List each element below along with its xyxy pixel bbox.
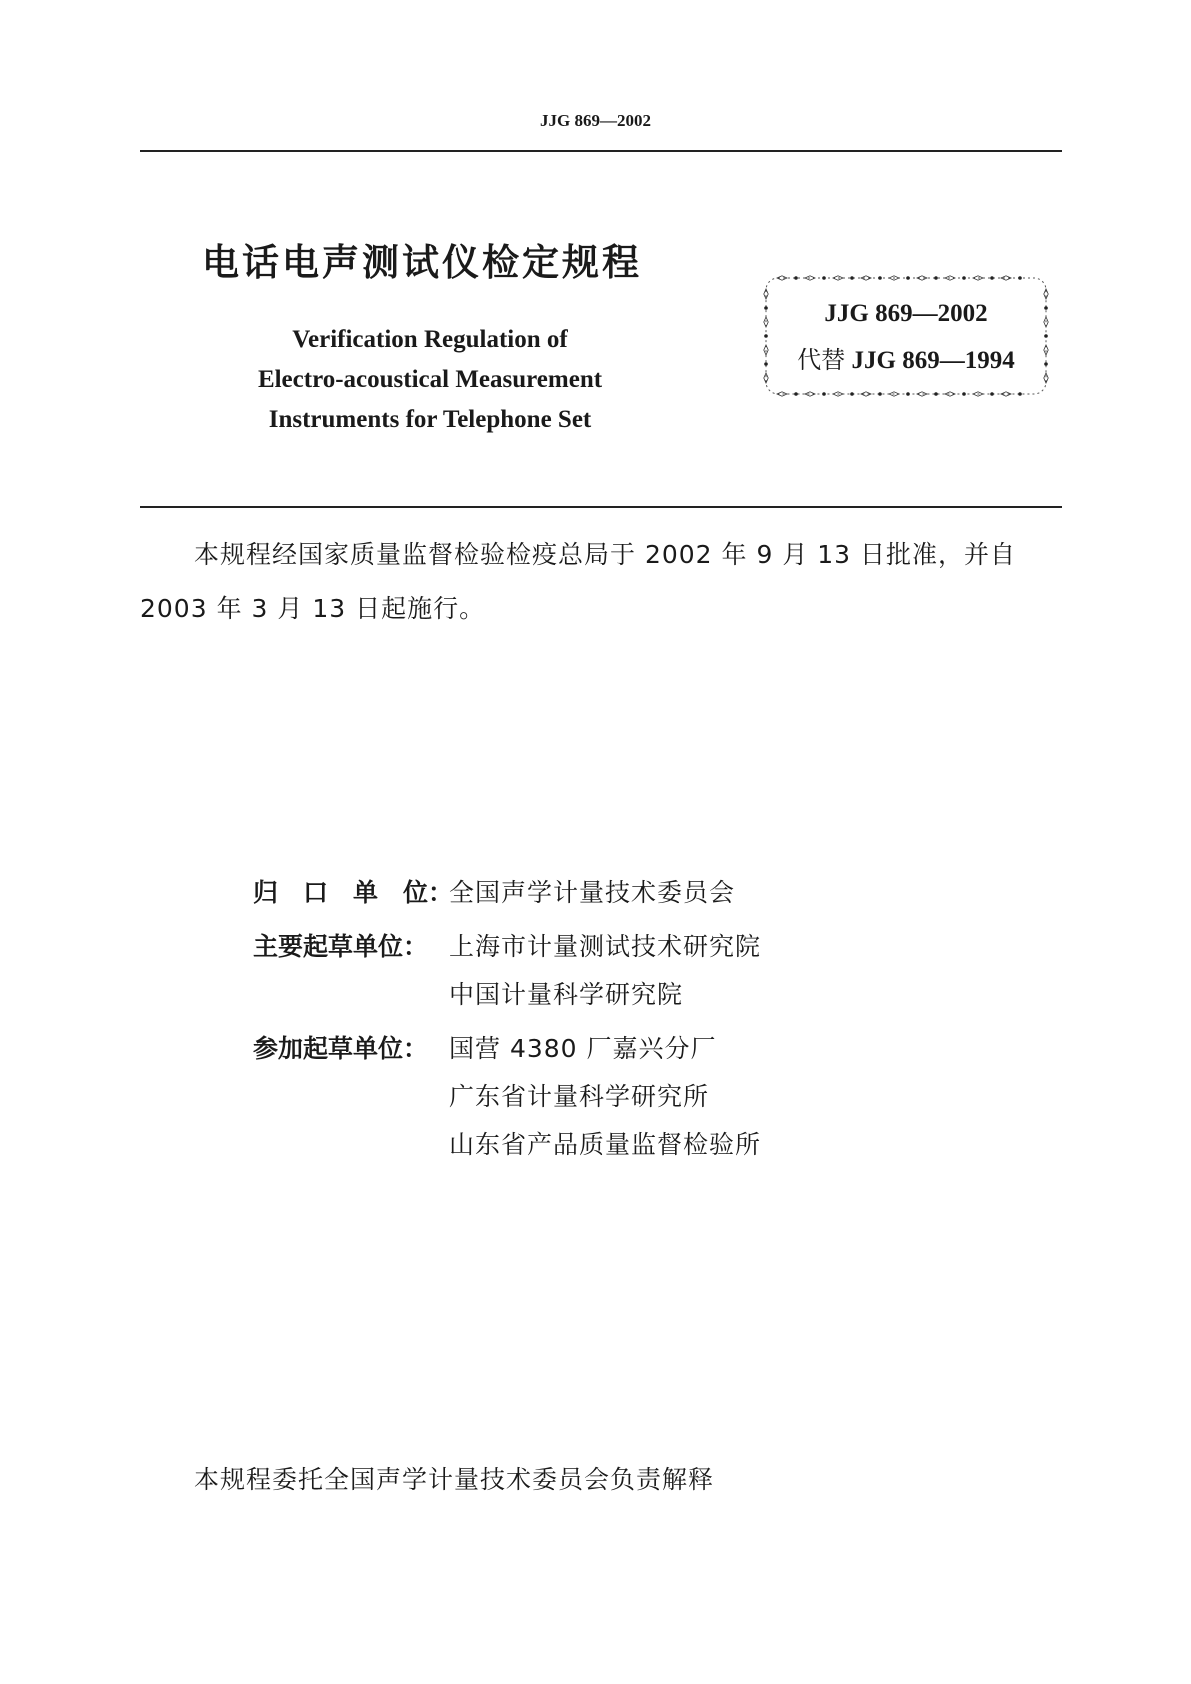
decorative-border <box>760 272 1052 400</box>
responsible-unit-label: 归 口 单 位： <box>253 878 454 907</box>
title-english <box>230 320 630 440</box>
main-drafter: 中国计量科学研究院 <box>449 980 684 1009</box>
running-header: JJG 869—2002 <box>540 111 651 130</box>
section-rule <box>140 506 1062 508</box>
participating-drafter: 广东省计量科学研究所 <box>449 1082 710 1111</box>
title-english-line: Instruments for Telephone Set <box>268 406 592 433</box>
title-english-line: Verification Regulation of <box>292 326 568 353</box>
approval-statement: 本规程经国家质量监督检验检疫总局于 2002 年 9 月 13 日批准，并自 2003 年 3 月 13 日起施行。 <box>140 540 1017 623</box>
main-drafter: 上海市计量测试技术研究院 <box>449 932 762 961</box>
title-english-line: Electro-acoustical Measurement <box>257 366 603 393</box>
standard-code: JJG 869—2002 <box>824 300 988 327</box>
replaces-prefix: 代替 <box>797 346 846 374</box>
participating-drafter: 国营 4380 厂嘉兴分厂 <box>449 1034 717 1063</box>
title-chinese: 电话电声测试仪检定规程 <box>202 241 642 284</box>
interpretation-note: 本规程委托全国声学计量技术委员会负责解释 <box>194 1465 715 1494</box>
participating-drafter: 山东省产品质量监督检验所 <box>449 1130 762 1159</box>
replaces-code: JJG 869—1994 <box>851 347 1015 374</box>
standard-code-box <box>760 272 1052 400</box>
replaces-line <box>760 340 1052 375</box>
responsible-unit: 全国声学计量技术委员会 <box>449 878 736 907</box>
main-drafters-label: 主要起草单位： <box>253 932 429 961</box>
participating-drafters-label: 参加起草单位： <box>253 1034 429 1063</box>
header-rule <box>140 150 1062 152</box>
